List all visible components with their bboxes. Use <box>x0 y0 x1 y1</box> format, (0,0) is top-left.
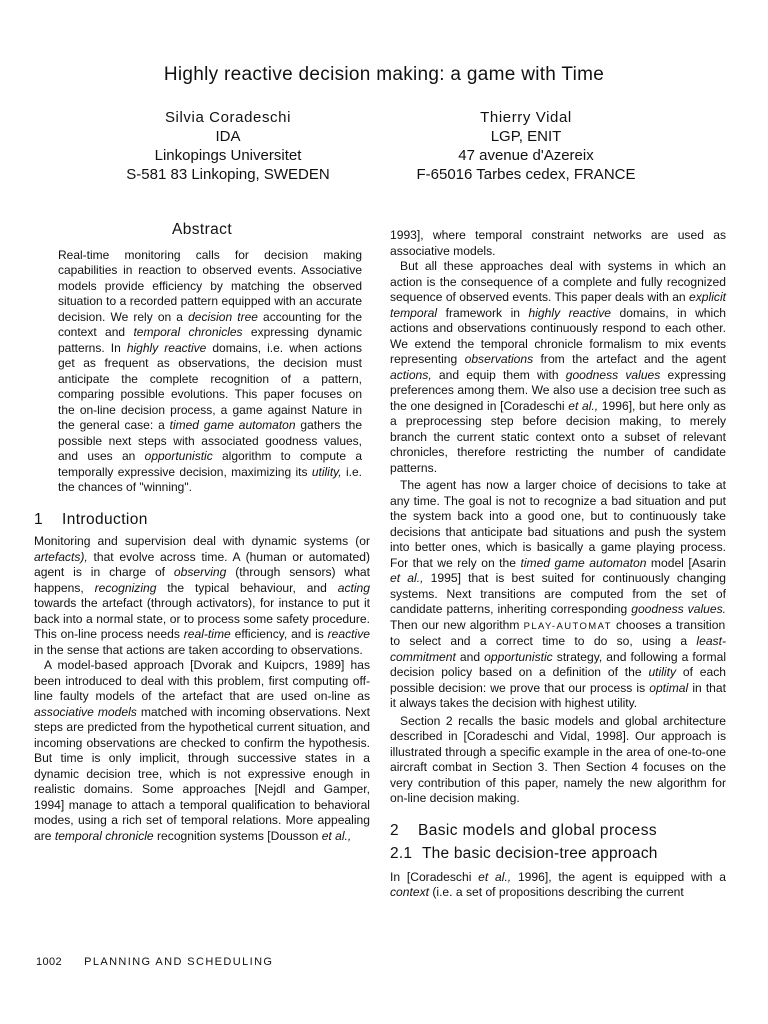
page-footer <box>36 956 273 968</box>
subsection-title: The basic decision-tree approach <box>422 845 658 862</box>
text-run: (i.e. a set of propositions describing the current <box>429 885 684 899</box>
section-title: Introduction <box>62 510 148 528</box>
text-run: chooses a transition to select and a correct time to do so, using a <box>390 617 726 648</box>
italic-run: observing <box>173 565 227 579</box>
text-run: domains, in which actions and observations continuously respond to each other. We extend the temporal chronicle formalism to mix events representing <box>390 305 726 366</box>
page-number: 1002 <box>36 956 63 968</box>
left-column <box>34 222 370 844</box>
abstract-heading: Abstract <box>171 221 233 238</box>
section-number: 2 <box>390 821 400 839</box>
italic-run: goodness values. <box>631 602 726 616</box>
body-paragraph <box>390 228 726 259</box>
italic-run: context <box>390 885 429 899</box>
body-paragraph <box>390 478 726 712</box>
text-run: gathers the possible next steps with associated goodness values, and uses an <box>58 418 362 463</box>
italic-run: et al., <box>390 571 424 585</box>
text-run: 1996], but here only as a preprocessing step before decision making, to merely branch the current static context onto a subset of relevant chronicles, therefore restricting the number of candidate patterns. <box>390 398 726 475</box>
italic-run: timed game automaton <box>520 555 647 570</box>
author-name: Thierry Vidal <box>480 109 572 126</box>
italic-run: goodness values <box>565 367 661 382</box>
author-affiliation-line: S-581 83 Linkoping, SWEDEN <box>126 166 330 183</box>
text-run: Section 2 recalls the basic models and global architecture described in [Coradeschi and Vidal, 1998]. Our approach is illustrated through a specific example in the area of one-to-one aircraft combat in Section 3. Then Section 4 focuses on the very contribution of this paper, namely the new algorithm for on-line decision making. <box>390 713 726 805</box>
author-block-left <box>78 108 378 184</box>
text-run: strategy, and following a formal decision policy based on a definition of the <box>390 649 726 679</box>
text-run: of each possible decision: we prove that our process is <box>390 665 727 695</box>
paper-title: Highly reactive decision making: a game with Time <box>163 64 605 85</box>
italic-run: et al., <box>568 398 599 413</box>
text-run: the typical behaviour, and <box>156 580 338 595</box>
italic-run: et al., <box>478 869 512 884</box>
section-heading-basic-models <box>390 823 726 839</box>
text-run: and <box>455 649 485 664</box>
author-affiliation-line: LGP, ENIT <box>490 128 562 145</box>
section-heading-introduction <box>34 512 370 528</box>
italic-run: opportunistic <box>484 649 553 664</box>
italic-run: utility, <box>311 464 342 479</box>
italic-run: utility <box>648 665 677 679</box>
subsection-heading-decision-tree <box>390 846 726 862</box>
text-run: matched with incoming observations. Next steps are predicted from the hypothetical current situation, and incoming observations are checked to confirm the hypothesis. But time is only implicit, through successive states in a dynamic decision tree, which is not expressive enough in realistic domains. Some approaches [Nejdl and Gamper, 1994] manage to attach a temporal qualification to behavioral modes, using a rich set of temporal relations. More appealing are <box>34 704 370 843</box>
text-run: domains, i.e. when actions get as frequent as observations, the decision must anticipate the complete recognition of a pattern, comparing possible evolutions. This paper focuses on the on-line decision process, a game against Nature in the general case: a <box>58 340 362 432</box>
author-affiliation-line: Linkopings Universitet <box>154 147 302 164</box>
italic-run: artefacts), <box>34 549 88 564</box>
text-run: The agent has now a larger choice of decisions to take at any time. The goal is not to recognize a bad situation and put the system back into a good one, but to continuously take decisions that anticipate bad situations and push the system into better ones, which is basically a game playing process. For that we rely on the <box>390 478 726 570</box>
text-run: Real-time monitoring calls for decision making capabilities in reaction to observed events. Associative models provide efficiency by matching the observed situation to a recorded pattern equipped with an accurate decision. We rely on a <box>58 247 362 324</box>
italic-run: associative models <box>34 704 137 719</box>
text-run: i.e. the chances of "winning". <box>58 464 362 494</box>
body-paragraph <box>390 714 726 807</box>
italic-run: et al., <box>321 828 352 843</box>
author-affiliation-line: 47 avenue d'Azereix <box>458 147 594 164</box>
text-run: But all these approaches deal with systems in which an action is the consequence of a complete and fully recognized sequence of observed events. This paper deals with an <box>390 259 726 304</box>
section-title: Basic models and global process <box>418 821 657 839</box>
text-run: accounting for the context and <box>58 309 363 339</box>
text-run: in that it always takes the decision with highest utility. <box>390 680 726 710</box>
italic-run: temporal chronicles <box>133 325 243 339</box>
text-run: and equip them with <box>431 367 566 382</box>
text-run: algorithm to compute a temporally expressive decision, maximizing its <box>58 449 363 479</box>
italic-run: explicit temporal <box>390 290 726 320</box>
italic-run: real-time <box>183 627 231 641</box>
section-number: 1 <box>34 510 44 528</box>
text-run: towards the artefact (through activators), for instance to put it back into a normal state, or to process some safety procedure. This on-line process needs <box>34 596 370 641</box>
text-run: 1996], the agent is equipped with a <box>511 869 726 884</box>
text-run: expressing dynamic patterns. In <box>58 325 362 355</box>
running-head: PLANNING AND SCHEDULING <box>84 956 274 968</box>
italic-run: opportunistic <box>144 449 213 463</box>
italic-run: acting <box>337 580 370 595</box>
body-paragraph <box>390 259 726 476</box>
author-affiliation-line: F-65016 Tarbes cedex, FRANCE <box>416 166 636 183</box>
right-column <box>390 228 726 901</box>
abstract-text <box>58 248 362 496</box>
italic-run: reactive <box>327 627 370 641</box>
subsection-number: 2.1 <box>390 845 413 862</box>
text-run: that evolve across time. A (human or automated) agent is in charge of <box>34 549 370 579</box>
author-name: Silvia Coradeschi <box>164 109 292 126</box>
author-block-right <box>376 108 676 184</box>
text-run: 1995] that is best suited for continuously changing systems. Next transitions are computed from the set of candidate patterns, inheriting corresponding <box>390 571 726 616</box>
text-run: from the artefact and the agent <box>533 352 727 366</box>
italic-run: highly reactive <box>528 305 611 320</box>
body-paragraph <box>34 534 370 658</box>
italic-run: decision tree <box>188 309 258 324</box>
text-run: framework in <box>437 305 529 320</box>
text-run: expressing preferences among them. We also use a decision tree such as the one designed in [Coradeschi <box>390 367 726 413</box>
italic-run: temporal chronicle <box>54 828 154 843</box>
text-run: Monitoring and supervision deal with dynamic systems (or <box>34 534 370 548</box>
text-run: efficiency, and is <box>230 627 328 641</box>
italic-run: observations <box>464 352 534 366</box>
text-run: recognition systems [Dousson <box>153 828 322 843</box>
text-run: A model-based approach [Dvorak and Kuipcrs, 1989] has been introduced to deal with this problem, first computing off-line faulty models of the artefact that are used on-line as <box>34 658 370 703</box>
italic-run: timed game automaton <box>169 418 296 432</box>
italic-run: recognizing <box>94 580 157 595</box>
small-caps-run: PLAY-AUTOMAT <box>523 620 612 632</box>
body-paragraph <box>390 870 726 901</box>
author-affiliation-line: IDA <box>215 128 241 145</box>
text-run: model [Asarin <box>646 555 726 570</box>
text-run: in the sense that actions are taken according to observations. <box>34 642 363 657</box>
text-run: Then our new algorithm <box>390 617 524 632</box>
body-paragraph <box>34 658 370 844</box>
italic-run: optimal <box>649 680 689 695</box>
italic-run: actions, <box>390 367 432 382</box>
text-run: 1993], where temporal constraint networks are used as associative models. <box>390 228 726 258</box>
text-run: In [Coradeschi <box>390 869 479 884</box>
text-run: (through sensors) what happens, <box>34 565 371 595</box>
italic-run: least-commitment <box>390 634 726 664</box>
italic-run: highly reactive <box>126 340 207 355</box>
